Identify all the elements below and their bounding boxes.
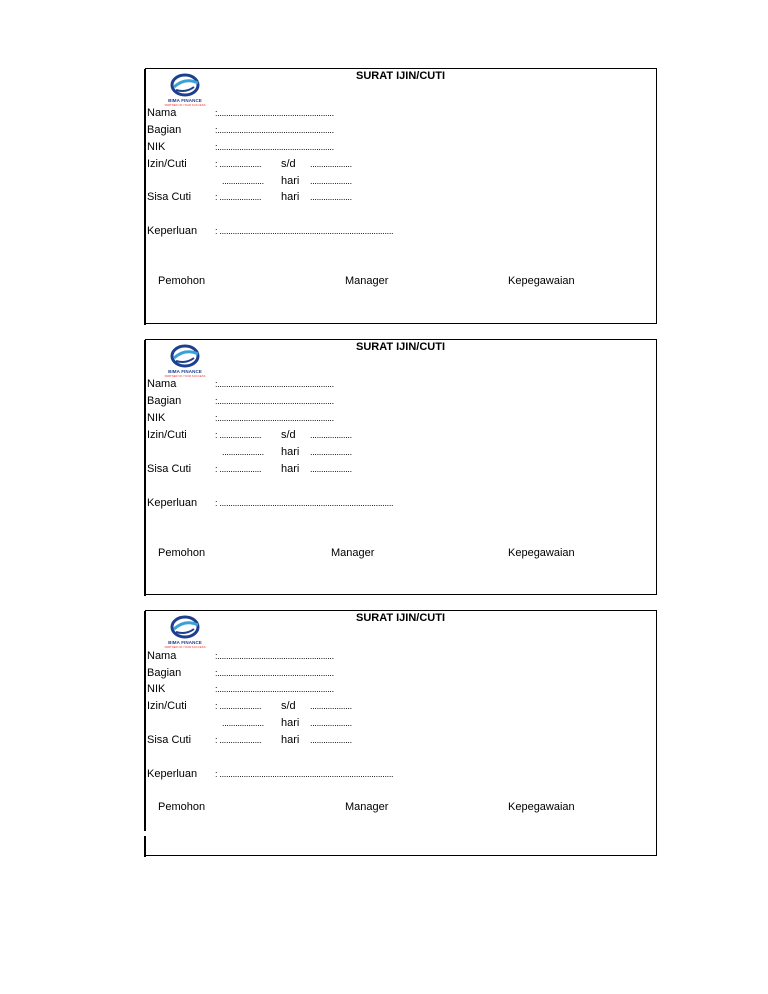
field-keperluan[interactable]: : ............................................................................... <box>215 769 394 779</box>
logo-name: BIMA FINANCE <box>168 369 202 374</box>
field-sisa-cuti[interactable]: : ................... <box>215 735 262 745</box>
form-title: SURAT IJIN/CUTI <box>355 70 446 82</box>
hari-label: hari <box>281 191 300 203</box>
form-left-border <box>144 340 146 596</box>
field-izin-start[interactable]: : ................... <box>215 430 262 440</box>
field-nik[interactable]: :..................................................... <box>215 684 334 694</box>
label-izin-cuti: Izin/Cuti <box>147 700 187 712</box>
field-nik[interactable]: :..................................................... <box>215 413 334 423</box>
label-nik: NIK <box>147 412 166 424</box>
label-sisa-cuti: Sisa Cuti <box>147 191 192 203</box>
field-izin-hari[interactable]: ................... <box>310 718 352 728</box>
signature-pemohon: Pemohon <box>158 547 206 559</box>
form-left-border <box>144 69 146 325</box>
signature-pemohon: Pemohon <box>158 275 206 287</box>
signature-manager: Manager <box>345 275 389 287</box>
field-izin-hari[interactable]: ................... <box>310 176 352 186</box>
signature-kepegawaian: Kepegawaian <box>508 801 575 813</box>
label-nama: Nama <box>147 107 177 119</box>
field-sisa-cuti[interactable]: : ................... <box>215 464 262 474</box>
field-nama[interactable]: :..................................................... <box>215 379 334 389</box>
field-nik[interactable]: :..................................................... <box>215 142 334 152</box>
sd-label: s/d <box>281 429 296 441</box>
logo-name: BIMA FINANCE <box>168 640 202 645</box>
label-nik: NIK <box>147 141 166 153</box>
field-sisa-hari[interactable]: ................... <box>310 735 352 745</box>
label-keperluan: Keperluan <box>147 768 198 780</box>
hari-label: hari <box>281 446 300 458</box>
sd-label: s/d <box>281 700 296 712</box>
leave-form <box>145 610 657 856</box>
form-title: SURAT IJIN/CUTI <box>355 612 446 624</box>
logo-name: BIMA FINANCE <box>168 98 202 103</box>
field-izin-end[interactable]: ................... <box>310 701 352 711</box>
form-left-border <box>144 611 146 831</box>
form-title: SURAT IJIN/CUTI <box>355 341 446 353</box>
field-nama[interactable]: :..................................................... <box>215 108 334 118</box>
label-bagian: Bagian <box>147 667 182 679</box>
label-sisa-cuti: Sisa Cuti <box>147 463 192 475</box>
field-izin-end[interactable]: ................... <box>310 430 352 440</box>
field-keperluan[interactable]: : ............................................................................... <box>215 498 394 508</box>
label-izin-cuti: Izin/Cuti <box>147 429 187 441</box>
field-izin-end[interactable]: ................... <box>310 159 352 169</box>
field-keperluan[interactable]: : ............................................................................... <box>215 226 394 236</box>
label-bagian: Bagian <box>147 124 182 136</box>
field-izin-hari[interactable]: ................... <box>310 447 352 457</box>
field-sisa-cuti[interactable]: : ................... <box>215 192 262 202</box>
field-izin-days[interactable]: ................... <box>222 447 264 457</box>
form-left-border-bottom <box>144 836 146 857</box>
field-izin-days[interactable]: ................... <box>222 718 264 728</box>
field-bagian[interactable]: :..................................................... <box>215 668 334 678</box>
hari-label: hari <box>281 717 300 729</box>
leave-form <box>145 339 657 595</box>
label-keperluan: Keperluan <box>147 225 198 237</box>
label-sisa-cuti: Sisa Cuti <box>147 734 192 746</box>
signature-manager: Manager <box>345 801 389 813</box>
sd-label: s/d <box>281 158 296 170</box>
hari-label: hari <box>281 734 300 746</box>
hari-label: hari <box>281 175 300 187</box>
signature-manager: Manager <box>331 547 375 559</box>
label-nama: Nama <box>147 378 177 390</box>
signature-kepegawaian: Kepegawaian <box>508 275 575 287</box>
signature-pemohon: Pemohon <box>158 801 206 813</box>
field-sisa-hari[interactable]: ................... <box>310 192 352 202</box>
field-izin-days[interactable]: ................... <box>222 176 264 186</box>
field-sisa-hari[interactable]: ................... <box>310 464 352 474</box>
signature-kepegawaian: Kepegawaian <box>508 547 575 559</box>
label-nama: Nama <box>147 650 177 662</box>
field-bagian[interactable]: :..................................................... <box>215 125 334 135</box>
field-nama[interactable]: :..................................................... <box>215 651 334 661</box>
hari-label: hari <box>281 463 300 475</box>
field-bagian[interactable]: :..................................................... <box>215 396 334 406</box>
logo-tagline: PARTNER OF YOUR SUCCESS <box>164 374 206 378</box>
label-bagian: Bagian <box>147 395 182 407</box>
label-keperluan: Keperluan <box>147 497 198 509</box>
logo-tagline: PARTNER OF YOUR SUCCESS <box>164 645 206 649</box>
field-izin-start[interactable]: : ................... <box>215 159 262 169</box>
leave-form <box>145 68 657 324</box>
label-izin-cuti: Izin/Cuti <box>147 158 187 170</box>
label-nik: NIK <box>147 683 166 695</box>
field-izin-start[interactable]: : ................... <box>215 701 262 711</box>
logo-tagline: PARTNER OF YOUR SUCCESS <box>164 103 206 107</box>
